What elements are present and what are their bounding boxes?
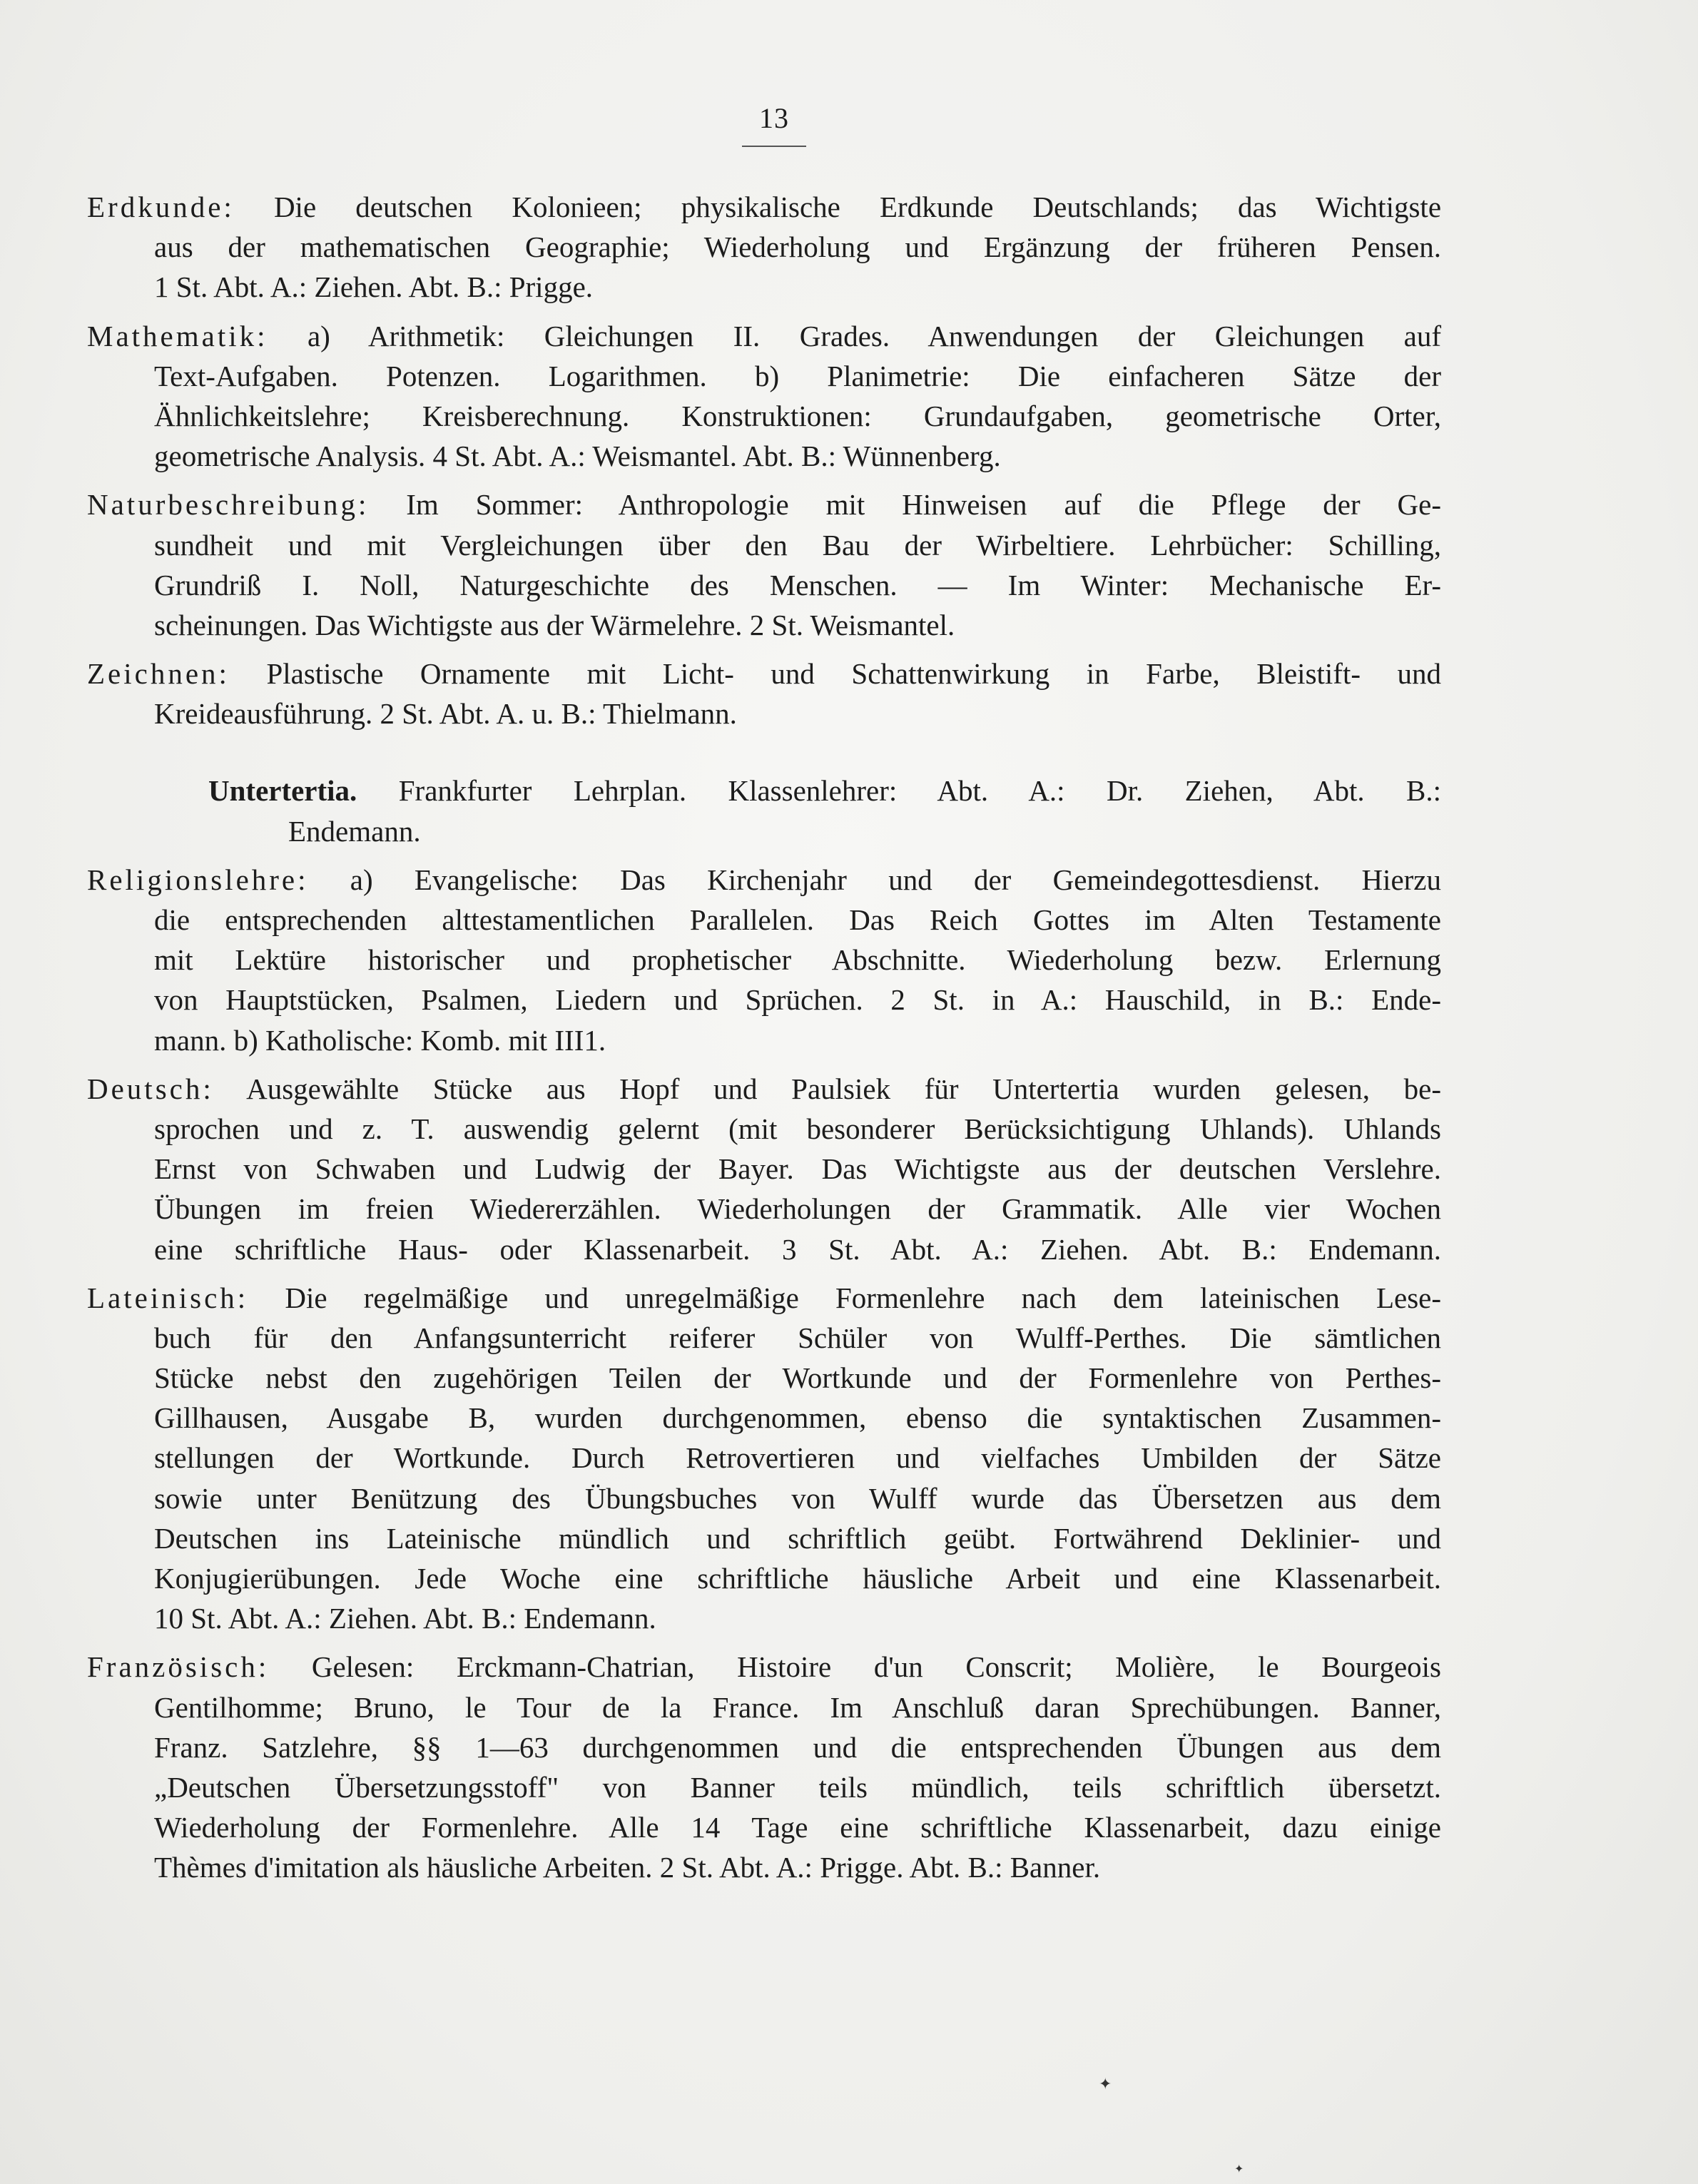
subject-label: Mathematik: bbox=[87, 319, 268, 352]
subject-label: Französisch: bbox=[87, 1650, 270, 1684]
entry-line: 1 St. Abt. A.: Ziehen. Abt. B.: Prigge. bbox=[154, 270, 594, 304]
entry-line: sprochen und z. T. auswendig gelernt (mit besonderer Berücksichtigung Uhlands). Uhlands bbox=[154, 1112, 1441, 1145]
entry-lateinisch bbox=[87, 1278, 1441, 1639]
entry-line: Gillhausen, Ausgabe B, wurden durchgenommen, ebenso die syntaktischen Zusammen- bbox=[154, 1401, 1441, 1435]
entry-line: Franz. Satzlehre, §§ 1—63 durchgenommen und die entsprechenden Übungen aus dem bbox=[154, 1730, 1441, 1764]
entry-line: 10 St. Abt. A.: Ziehen. Abt. B.: Endemann. bbox=[154, 1602, 656, 1635]
entry-line: Kreideausführung. 2 St. Abt. A. u. B.: Thielmann. bbox=[154, 697, 737, 731]
entry-line: Thèmes d'imitation als häusliche Arbeiten. 2 St. Abt. A.: Prigge. Abt. B.: Banner. bbox=[154, 1851, 1101, 1884]
entry-line: Text-Aufgaben. Potenzen. Logarithmen. b) Planimetrie: Die einfacheren Sätze der bbox=[154, 359, 1441, 392]
line-text: Die deutschen Kolonieen; physikalische Erdkunde Deutschlands; das Wichtigste bbox=[273, 191, 1442, 223]
entry-line: Ähnlichkeitslehre; Kreisberechnung. Konstruktionen: Grundaufgaben, geometrische Orter, bbox=[154, 399, 1441, 432]
entry-line bbox=[87, 1278, 1441, 1318]
entry-line: mann. b) Katholische: Komb. mit III1. bbox=[154, 1023, 606, 1057]
entry-deutsch bbox=[87, 1069, 1441, 1269]
entry-line: stellungen der Wortkunde. Durch Retrovertieren und vielfaches Umbilden der Sätze bbox=[154, 1441, 1441, 1475]
line-text: Gelesen: Erckmann-Chatrian, Histoire d'un Conscrit; Molière, le Bourgeois bbox=[311, 1650, 1441, 1684]
entry-line: von Hauptstücken, Psalmen, Liedern und Sprüchen. 2 St. in A.: Hauschild, in B.: Ende- bbox=[154, 983, 1441, 1017]
entry-line: mit Lektüre historischer und prophetischer Abschnitte. Wiederholung bezw. Erlernung bbox=[154, 943, 1441, 977]
entry-line bbox=[87, 654, 1441, 694]
entry-line: sowie unter Benützung des Übungsbuches von Wulff wurde das Übersetzen aus dem bbox=[154, 1481, 1441, 1515]
entry-line bbox=[87, 1647, 1441, 1687]
print-speck: ✦ bbox=[1234, 2163, 1244, 2175]
entry-line: sundheit und mit Vergleichungen über den Bau der Wirbeltiere. Lehrbücher: Schilling, bbox=[154, 528, 1441, 562]
entry-erdkunde bbox=[87, 187, 1441, 308]
section-title: Untertertia. bbox=[208, 774, 357, 808]
entry-line bbox=[87, 484, 1441, 524]
entry-line: Ernst von Schwaben und Ludwig der Bayer. Das Wichtigste aus der deutschen Verslehre. bbox=[154, 1152, 1441, 1186]
page-number-rule bbox=[742, 146, 806, 147]
line-text: Ausgewählte Stücke aus Hopf und Paulsiek für Untertertia wurden gelesen, be- bbox=[246, 1072, 1441, 1105]
entry-line: Deutschen ins Lateinische mündlich und schriftlich geübt. Fortwährend Deklinier- und bbox=[154, 1521, 1441, 1555]
text-body bbox=[87, 187, 1441, 1896]
entry-line: Wiederholung der Formenlehre. Alle 14 Tage eine schriftliche Klassenarbeit, dazu einige bbox=[154, 1811, 1441, 1844]
entry-naturbeschreibung bbox=[87, 484, 1441, 645]
entry-line: Konjugierübungen. Jede Woche eine schriftliche häusliche Arbeit und eine Klassenarbeit. bbox=[154, 1562, 1441, 1595]
subject-label: Lateinisch: bbox=[87, 1281, 249, 1314]
entry-religionslehre bbox=[87, 860, 1441, 1060]
entry-line: die entsprechenden alttestamentlichen Parallelen. Das Reich Gottes im Alten Testamente bbox=[154, 903, 1441, 936]
entry-line bbox=[87, 771, 1441, 811]
line-text: Frankfurter Lehrplan. Klassenlehrer: Abt. A.: Dr. Ziehen, Abt. B.: bbox=[398, 774, 1442, 808]
line-text: Im Sommer: Anthropologie mit Hinweisen auf die Pflege der Ge- bbox=[406, 488, 1441, 522]
entry-line bbox=[87, 316, 1441, 356]
entry-line: eine schriftliche Haus- oder Klassenarbeit. 3 St. Abt. A.: Ziehen. Abt. B.: Endemann. bbox=[154, 1232, 1441, 1266]
line-text: a) Arithmetik: Gleichungen II. Grades. Anwendungen der Gleichungen auf bbox=[307, 319, 1442, 352]
entry-line: Übungen im freien Wiedererzählen. Wiederholungen der Grammatik. Alle vier Wochen bbox=[154, 1192, 1441, 1226]
entry-line bbox=[87, 1069, 1441, 1109]
print-speck: ✦ bbox=[1099, 2075, 1112, 2093]
page-number: 13 bbox=[759, 102, 789, 134]
subject-label: Deutsch: bbox=[87, 1072, 214, 1105]
entry-line: scheinungen. Das Wichtigste aus der Wärmelehre. 2 St. Weismantel. bbox=[154, 608, 955, 641]
entry-line bbox=[87, 860, 1441, 900]
entry-line: Grundriß I. Noll, Naturgeschichte des Menschen. — Im Winter: Mechanische Er- bbox=[154, 568, 1441, 601]
subject-label: Naturbeschreibung: bbox=[87, 488, 370, 522]
entry-line: Gentilhomme; Bruno, le Tour de la France. Im Anschluß daran Sprechübungen. Banner, bbox=[154, 1690, 1441, 1724]
entry-line: buch für den Anfangsunterricht reiferer Schüler von Wulff-Perthes. Die sämtlichen bbox=[154, 1321, 1441, 1354]
line-text: Die regelmäßige und unregelmäßige Formenlehre nach dem lateinischen Lese- bbox=[285, 1281, 1442, 1314]
entry-line bbox=[87, 187, 1441, 227]
entry-mathematik bbox=[87, 316, 1441, 477]
entry-line: Endemann. bbox=[288, 814, 421, 848]
entry-line: aus der mathematischen Geographie; Wiederholung und Ergänzung der früheren Pensen. bbox=[154, 230, 1441, 264]
entry-line: geometrische Analysis. 4 St. Abt. A.: Weismantel. Abt. B.: Wünnenberg. bbox=[154, 440, 1001, 473]
section-heading-untertertia bbox=[87, 771, 1441, 850]
entry-line: „Deutschen Übersetzungsstoff" von Banner teils mündlich, teils schriftlich übersetzt. bbox=[154, 1770, 1441, 1804]
subject-label: Erdkunde: bbox=[87, 191, 235, 223]
line-text: Plastische Ornamente mit Licht- und Schattenwirkung in Farbe, Bleistift- und bbox=[266, 657, 1442, 691]
entry-zeichnen bbox=[87, 654, 1441, 733]
subject-label: Zeichnen: bbox=[87, 657, 230, 691]
line-text: a) Evangelische: Das Kirchenjahr und der Gemeindegottesdienst. Hierzu bbox=[350, 863, 1442, 896]
subject-label: Religionslehre: bbox=[87, 863, 309, 896]
entry-franzoesisch bbox=[87, 1647, 1441, 1887]
entry-line: Stücke nebst den zugehörigen Teilen der Wortkunde und der Formenlehre von Perthes- bbox=[154, 1361, 1441, 1395]
